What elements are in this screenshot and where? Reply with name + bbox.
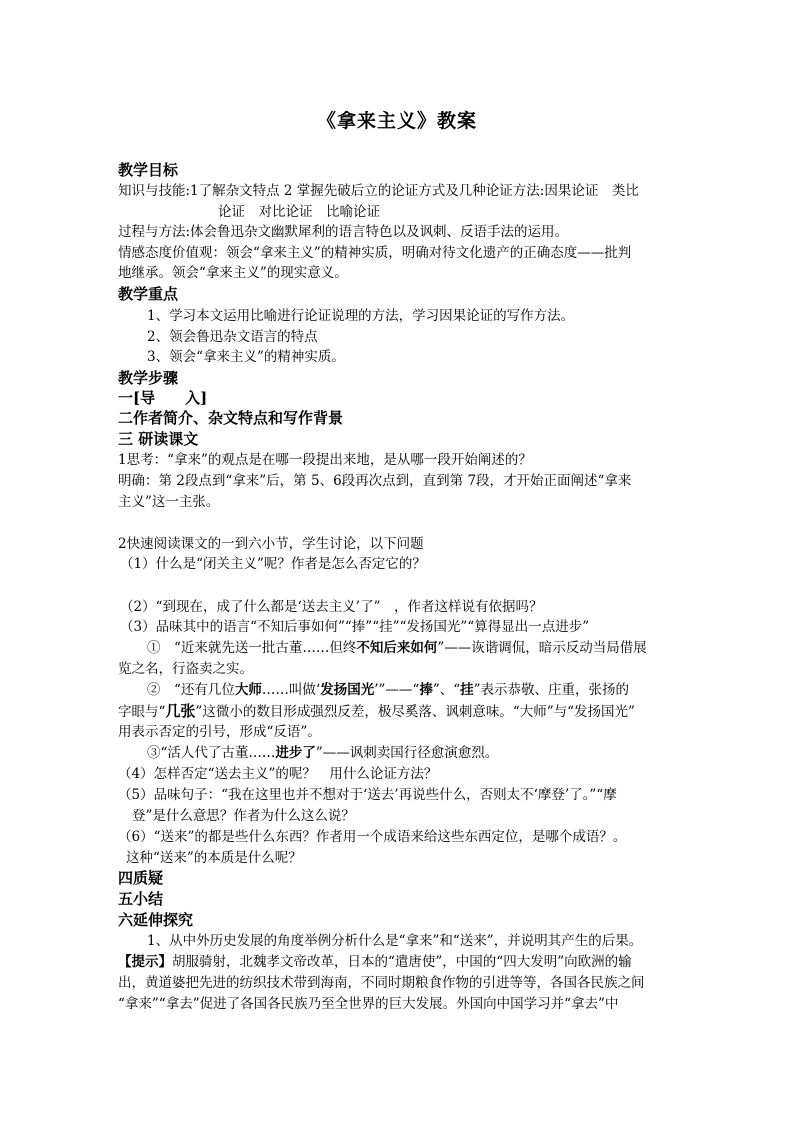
question-5-cont: 登”是什么意思？作者为什么这么说？ — [132, 808, 355, 824]
answer-1-cont: 主义”这一主张。 — [118, 494, 220, 510]
heading-teaching-steps: 教学步骤 — [118, 369, 179, 387]
point-1: ① “近来就先送一批古董……但终不知后来如何”——诙谐调侃，暗示反动当局借展 — [147, 640, 647, 656]
step-extension: 六延伸探究 — [118, 911, 194, 929]
tip-line-1: 【提示】胡服骑射，北魏孝文帝改革，日本的“遣唐使”，中国的“四大发明”向欧洲的输 — [118, 954, 632, 970]
point-2-cont: 字眼与“几张”这微小的数目形成强烈反差，极尽奚落、讽刺意味。“大师”与“发扬国光” — [118, 702, 635, 720]
step-summary: 五小结 — [118, 890, 164, 908]
point-2-cont-2: 用表示否定的引号，形成“反语”。 — [118, 724, 321, 740]
point-1-cont: 览之名，行盗卖之实。 — [118, 661, 253, 677]
tip-line-3: “拿来”“拿去”促进了各国各民族乃至全世界的巨大发展。外国向中国学习并“拿去”中 — [118, 996, 619, 1012]
tip-line-2: 出，黄道婆把先进的纺织技术带到海南，不同时期粮食作物的引进等等，各国各民族之间 — [118, 975, 645, 991]
question-2-3: （3）品味其中的语言“不知后事如何”“捧”“挂”“发扬国光”“算得显出一点进步” — [120, 619, 590, 635]
step-reading: 三 研读课文 — [118, 430, 199, 448]
question-6-cont: 这种“送来”的本质是什么呢？ — [126, 850, 302, 866]
answer-1: 明确：第 2段点到“拿来”后，第 5、6段再次点到，直到第 7段，才开始正面阐述“拿来 — [118, 473, 632, 489]
question-4: （4）怎样否定“送去主义”的呢？ 用什么论证方法？ — [118, 766, 438, 782]
heading-key-points: 教学重点 — [118, 285, 179, 303]
heading-teaching-goals: 教学目标 — [118, 161, 179, 179]
key-point-1: 1、学习本文运用比喻进行论证说理的方法，学习因果论证的写作方法。 — [147, 308, 575, 324]
question-1: 1思考：“拿来”的观点是在哪一段提出来地，是从哪一段开始阐述的？ — [118, 452, 532, 468]
step-author: 二作者简介、杂文特点和写作背景 — [118, 409, 344, 427]
question-2-2: （2）“到现在，成了什么都是‘送去主义’了” ，作者这样说有依据吗？ — [120, 599, 543, 615]
step-intro: 一[导 入] — [118, 389, 208, 407]
point-3: ③“活人代了古董……进步了”——讽刺卖国行径愈演愈烈。 — [147, 745, 499, 761]
page-title: 《拿来主义》教案 — [316, 110, 477, 132]
point-2: ② “还有几位大师……叫做‘发扬国光’”——“捧”、“挂”表示恭敬、庄重，张扬的 — [147, 682, 630, 698]
key-point-3: 3、领会“拿来主义”的精神实质。 — [147, 349, 345, 365]
question-2-1: （1）什么是“闭关主义”呢？作者是怎么否定它的？ — [120, 556, 426, 572]
goal-attitude-cont: 地继承。领会“拿来主义”的现实意义。 — [118, 265, 348, 281]
question-6: （6）“送来”的都是些什么东西？作者用一个成语来给这些东西定位，是哪个成语？。 — [118, 829, 627, 845]
question-5: （5）品味句子：“我在这里也并不想对于‘送去’再说些什么，否则太不‘摩登’了。”“摩 — [118, 787, 617, 803]
goal-knowledge-cont: 论证 对比论证 比喻论证 — [218, 204, 380, 220]
extension-1: 1、从中外历史发展的角度举例分析什么是“拿来”和“送来”，并说明其产生的后果。 — [147, 933, 643, 949]
key-point-2: 2、领会鲁迅杂文语言的特点 — [147, 329, 318, 345]
question-2: 2快速阅读课文的一到六小节，学生讨论，以下问题 — [118, 536, 424, 552]
goal-attitude: 情感态度价值观：领会“拿来主义”的精神实质，明确对待文化遗产的正确态度——批判 — [118, 245, 632, 261]
goal-process: 过程与方法:体会鲁迅杂文幽默犀利的语言特色以及讽刺、反语手法的运用。 — [118, 224, 569, 240]
goal-knowledge: 知识与技能:1了解杂文特点 2 掌握先破后立的论证方式及几种论证方法:因果论证 类比 — [118, 183, 639, 199]
step-questions: 四质疑 — [118, 869, 164, 887]
